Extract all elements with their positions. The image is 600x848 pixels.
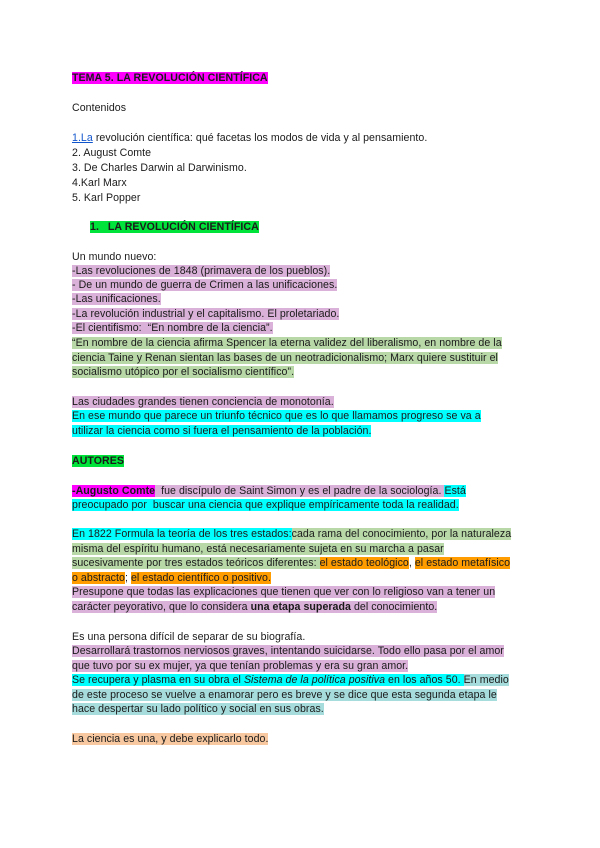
contents-item-2: 2. August Comte bbox=[72, 147, 152, 159]
new-world-intro: Un mundo nuevo: bbox=[72, 251, 157, 263]
comte-line-1: -Augusto Comte fue discípulo de Saint Simon y es el padre de la sociología. Está bbox=[72, 485, 466, 497]
comte-line-3: En 1822 Formula la teoría de los tres estados:cada rama del conocimiento, por la naturaleza bbox=[72, 528, 512, 540]
new-world-line-3: -Las unificaciones. bbox=[72, 293, 161, 305]
bio-line-6: hace despertar su lado político y social en sus obras. bbox=[72, 703, 324, 715]
cities-line-2: En ese mundo que parece un triunfo técnico que es lo que llamamos progreso se va a bbox=[72, 410, 481, 422]
contents-item-3: 3. De Charles Darwin al Darwinismo. bbox=[72, 162, 247, 174]
comte-line-7: Presupone que todas las explicaciones que tienen que ver con lo religioso van a tener un bbox=[72, 586, 496, 598]
contents-item-5: 5. Karl Popper bbox=[72, 192, 141, 204]
new-world-line-5: -El cientifismo: “En nombre de la ciencia”. bbox=[72, 322, 273, 334]
contents-item-1-link[interactable]: 1.La bbox=[72, 132, 93, 144]
document-title: TEMA 5. LA REVOLUCIÓN CIENTÍFICA bbox=[72, 72, 268, 84]
contents-item-4: 4.Karl Marx bbox=[72, 177, 127, 189]
authors-heading: AUTORES bbox=[72, 455, 124, 467]
bio-line-2: Desarrollará trastornos nerviosos graves, intentando suicidarse. Todo ello pasa por el amor bbox=[72, 645, 504, 657]
comte-line-5: sucesivamente por tres estados teóricos diferentes: el estado teológico, el estado metafísico bbox=[72, 557, 511, 569]
new-world-line-1: -Las revoluciones de 1848 (primavera de los pueblos). bbox=[72, 265, 331, 277]
quote-line-1: “En nombre de la ciencia afirma Spencer la eterna validez del liberalismo, en nombre de la bbox=[72, 337, 502, 349]
cities-line-1: Las ciudades grandes tienen conciencia de monotonía. bbox=[72, 396, 334, 408]
comte-name: -Augusto Comte bbox=[72, 485, 156, 497]
bio-line-4: Se recupera y plasma en su obra el Sistema de la política positiva en los años 50. En medio bbox=[72, 674, 509, 686]
quote-line-2: ciencia Taine y Renan sientan las bases de un neotradicionalismo; Marx quiere sustituir el bbox=[72, 352, 498, 364]
bio-line-1: Es una persona difícil de separar de su biografía. bbox=[72, 631, 306, 643]
contents-item-1: 1.La revolución científica: qué facetas los modos de vida y al pensamiento. bbox=[72, 132, 428, 144]
contents-heading: Contenidos bbox=[72, 102, 127, 114]
comte-line-8: carácter peyorativo, que lo considera una etapa superada del conocimiento. bbox=[72, 601, 438, 613]
quote-line-3: socialismo utópico por el socialismo científico”. bbox=[72, 366, 295, 378]
comte-line-4: misma del espíritu humano, está necesariamente sujeta en su marcha a pasar bbox=[72, 543, 444, 555]
closing-line: La ciencia es una, y debe explicarlo todo. bbox=[72, 733, 269, 745]
section-1-title: 1. LA REVOLUCIÓN CIENTÍFICA bbox=[90, 221, 259, 233]
bio-line-3: que tuvo por su ex mujer, ya que tenían problemas y era su gran amor. bbox=[72, 660, 409, 672]
cities-line-3: utilizar la ciencia como si fuera el pensamiento de la población. bbox=[72, 425, 372, 437]
comte-line-2: preocupado por buscar una ciencia que explique empíricamente toda la realidad. bbox=[72, 499, 459, 511]
comte-line-6: o abstracto; el estado científico o positivo. bbox=[72, 572, 271, 584]
bio-line-5: de este proceso se vuelve a enamorar pero es breve y se dice que esta segunda etapa le bbox=[72, 689, 497, 701]
new-world-line-4: -La revolución industrial y el capitalismo. El proletariado. bbox=[72, 308, 340, 320]
new-world-line-2: - De un mundo de guerra de Crimen a las unificaciones. bbox=[72, 279, 338, 291]
